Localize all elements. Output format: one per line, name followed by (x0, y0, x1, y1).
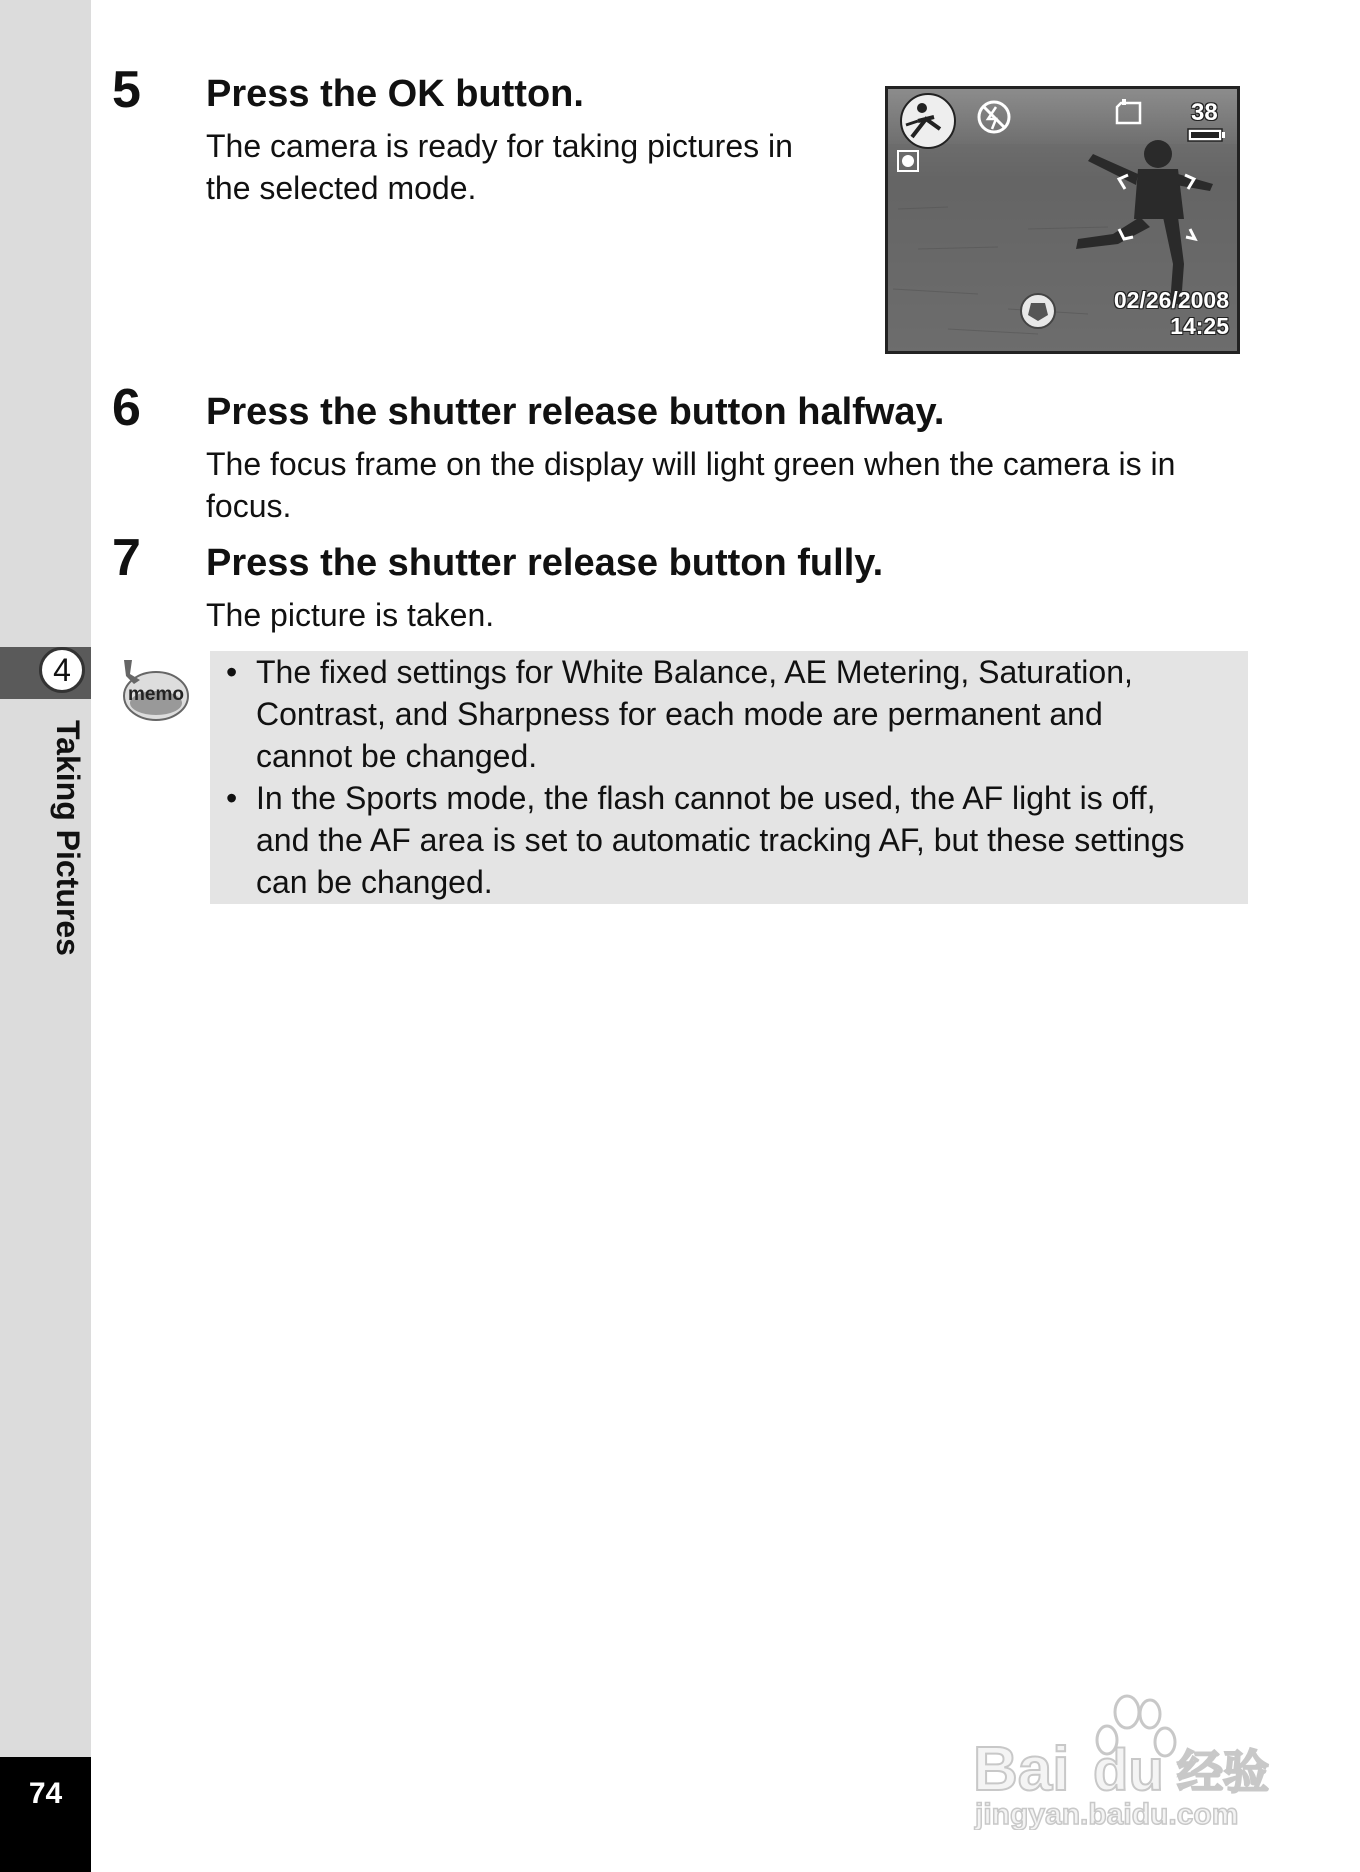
camera-lcd-image (885, 86, 1240, 354)
memo-line: The fixed settings for White Balance, AE Metering, Saturation, (256, 654, 1133, 690)
memo-list (210, 651, 1248, 903)
step-5-body-line: the selected mode. (206, 170, 477, 206)
watermark-url: jingyan.baidu.com (975, 1798, 1239, 1830)
sports-mode-icon (901, 94, 955, 148)
step-6-body-line: focus. (206, 488, 292, 524)
memo-item (210, 777, 1248, 903)
page-number: 74 (28, 1777, 63, 1810)
chapter-number: 4 (39, 647, 85, 693)
chapter-title: Taking Pictures (50, 720, 86, 956)
memo-icon-label: memo (128, 684, 184, 705)
step-5-body-line: The camera is ready for taking pictures in (206, 128, 793, 164)
bullet: • (226, 780, 238, 816)
battery-icon (1188, 129, 1225, 141)
memo-line: can be changed. (256, 864, 493, 900)
shots-remaining: 38 (1191, 99, 1218, 126)
display-time: 14:25 (1170, 313, 1229, 339)
step-6-number: 6 (112, 379, 141, 437)
watermark-brand: Bai (973, 1735, 1070, 1804)
memo-line: In the Sports mode, the flash cannot be used, the AF light is off, (256, 780, 1156, 816)
watermark-cn: 经验 (1177, 1745, 1269, 1799)
display-date: 02/26/2008 (1113, 287, 1229, 313)
memo-line: cannot be changed. (256, 738, 538, 774)
page-number-box (0, 1757, 91, 1872)
step-7-body (206, 594, 494, 636)
step-7-body-line: The picture is taken. (206, 597, 495, 633)
step-5-title: Press the OK button. (206, 73, 584, 115)
memo-box (210, 651, 1248, 904)
memo-line: and the AF area is set to automatic tracking AF, but these settings (256, 822, 1185, 858)
step-7-number: 7 (112, 529, 141, 587)
step-7-title: Press the shutter release button fully. (206, 542, 884, 584)
step-6-title: Press the shutter release button halfway. (206, 391, 945, 433)
watermark-brand-tail: du (1093, 1738, 1164, 1803)
step-5-number: 5 (112, 61, 141, 119)
step-5-body (206, 125, 793, 209)
step-6-body-line: The focus frame on the display will light green when the camera is in (206, 446, 1176, 482)
soccer-ball (1021, 294, 1055, 328)
bullet: • (226, 654, 238, 690)
baidu-jingyan-watermark (965, 1660, 1285, 1830)
memo-line: Contrast, and Sharpness for each mode are permanent and (256, 696, 1103, 732)
memo-item (210, 651, 1248, 777)
memo-icon (118, 658, 190, 728)
step-6-body (206, 443, 1175, 527)
